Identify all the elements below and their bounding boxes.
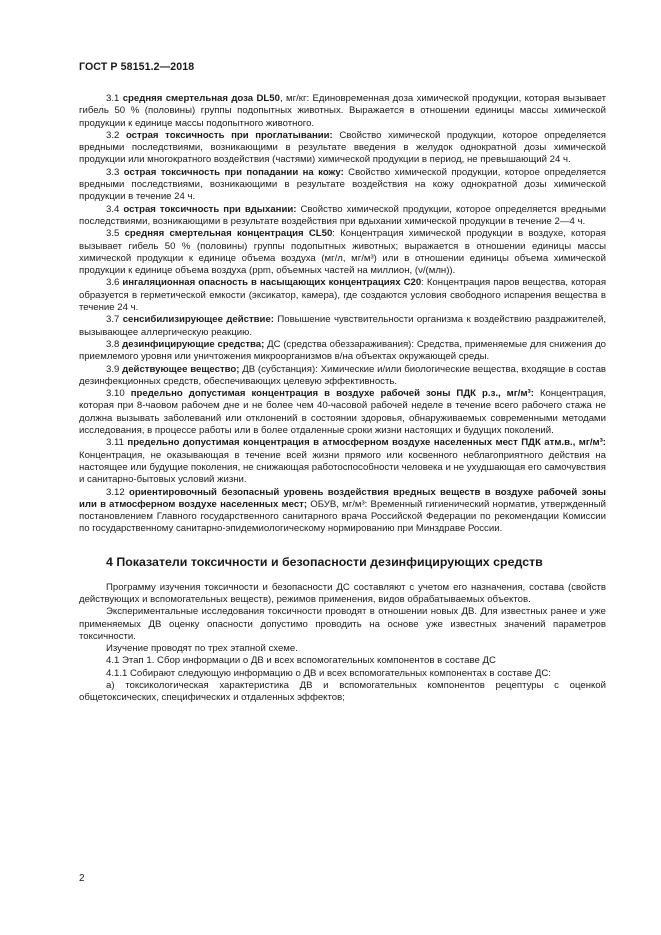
body-paragraph: Изучение проводят по трех этапной схеме. xyxy=(106,643,298,655)
document-content xyxy=(79,93,606,705)
body-paragraph: Программу изучения токсичности и безопасности ДС составляют с учетом его назначения, состава (свойств действующих и вспомогательных веществ), режимов применения, видов обрабатываемых объектов. xyxy=(79,581,606,605)
definition-3-5: 3.5 средняя смертельная концентрация CL50: Концентрация химической продукции в воздухе, которая вызывает гибель 50 % (половины) группы подопытных животных; выражается в отношении единицы массы химической продукции к единице объема воздуха (мг/л, мг/м³) или в отношении единицы объема химической продукции к единице объема воздуха (ppm, объемных частей на миллион, (ν/(млн)). xyxy=(79,228,606,277)
page-number: 2 xyxy=(79,873,85,884)
definition-3-11: 3.11 предельно допустимая концентрация в атмосферном воздухе населенных мест ПДК атм.в., мг/м³: Концентрация, не оказывающая в течение всей жизни прямого или косвенного неблагоприятного действия на настоящее или будущие поколения, не снижающая работоспособности человека и не ухудшающая его самочувствия и санитарно-бытовых условий жизни. xyxy=(79,437,606,486)
definition-3-3: 3.3 острая токсичность при попадании на кожу: Свойство химической продукции, которое определяется вредными последствиями, возникающими в результате воздействия на кожу однократной дозы химической продукции в течение 24 ч. xyxy=(79,166,606,203)
definition-3-10: 3.10 предельно допустимая концентрация в воздухе рабочей зоны ПДК р.з., мг/м³: Концентрация, которая при 8-чаовом рабочем дне и не более чем 40-часовой рабочей неделе в течение всего рабочего стажа не должна вызывать заболеваний или отклонений в состоянии здоровья, обнаруживаемых современными методами исследования, в процессе работы или в более отдаленные сроки жизни настоящих и будущих поколений. xyxy=(79,388,606,437)
definition-3-9: 3.9 действующее вещество; ДВ (субстанция): Химические и/или биологические вещества, входящие в состав дезинфекционных средств, обеспечивающих целевую эффективность. xyxy=(79,363,606,387)
definition-3-2: 3.2 острая токсичность при проглатывании: Свойство химической продукции, которое определяется вредными последствиями, возникающими в результате введения в желудок однократной дозы химической продукции или многократного воздействия (частями) химической продукции в период, не превышающий 24 ч. xyxy=(79,129,606,166)
body-paragraph: а) токсикологическая характеристика ДВ и вспомогательных компонентов рецептуры с оценкой общетоксических, специфических и отдаленных эффектов; xyxy=(79,680,606,704)
body-paragraph: Экспериментальные исследования токсичности проводят в отношении новых ДВ. Для известных ранее и уже применяемых ДВ оценку опасности допустимо проводить на основе уже известных значений параметров токсичности. xyxy=(79,606,606,642)
body-paragraph: 4.1.1 Собирают следующую информацию о ДВ и всех вспомогательных компонентах в составе ДС: xyxy=(106,667,551,679)
document-code-header: ГОСТ Р 58151.2—2018 xyxy=(79,61,195,73)
definition-3-12: 3.12 ориентировочный безопасный уровень воздействия вредных веществ в воздухе рабочей зоны или в атмосферном воздухе населенных мест; ОБУВ, мг/м³: Временный гигиенический норматив, утвержденный постановлением Главного государственного санитарного врача Российской Федерации по рекомендации Комиссии по государственному санитарно-эпидемиологическому нормированию при Минздраве России. xyxy=(79,486,606,535)
definition-3-7: 3.7 сенсибилизирующее действие: Повышение чувствительности организма к воздействию раздражителей, вызывающее аллергическую реакцию. xyxy=(79,314,606,338)
body-paragraph: 4.1 Этап 1. Сбор информации о ДВ и всех вспомогательных компонентов в составе ДС xyxy=(106,655,496,667)
definition-3-1: 3.1 средняя смертельная доза DL50, мг/кг: Единовременная доза химической продукции, которая вызывает гибель 50 % (половины) группы подопытных животных. Выражается в отношении единицы массы химической продукции к единице массы подопытного животного. xyxy=(79,93,606,129)
definition-3-4: 3.4 острая токсичность при вдыхании: Свойство химической продукции, которое определяется вредными последствиями, возникающими в результате воздействия при вдыхании химической продукции в течение 2—4 ч. xyxy=(79,203,606,227)
definition-3-6: 3.6 ингаляционная опасность в насыщающих концентрациях C20: Концентрация паров вещества, которая образуется в герметической емкости (эксикатор, камера), где создаются условия свободного испарения вещества в течение 24 ч. xyxy=(79,277,607,314)
definition-3-8: 3.8 дезинфицирующие средства; ДС (средства обеззараживания): Средства, применяемые для снижения до приемлемого уровня или уничтожения микроорганизмов в/на объектах окружающей среды. xyxy=(79,338,607,363)
section-4-heading: 4 Показатели токсичности и безопасности дезинфицирующих средств xyxy=(106,554,543,569)
